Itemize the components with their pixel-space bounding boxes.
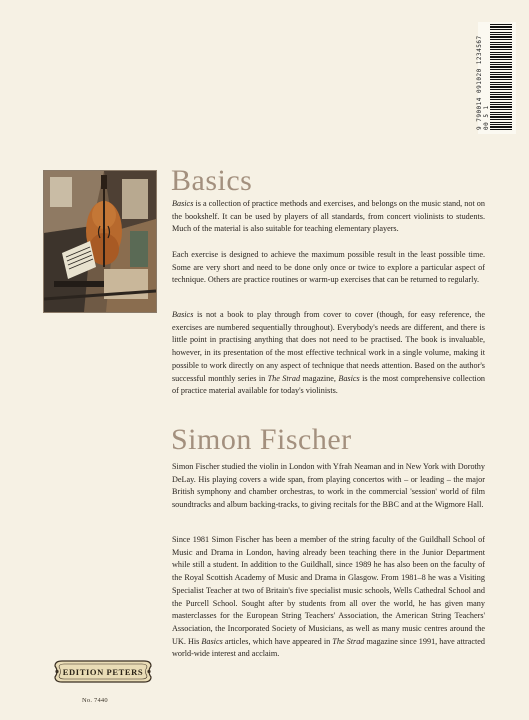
catalogue-number: No. 7440 — [82, 697, 108, 704]
basics-heading: Basics — [171, 164, 253, 197]
author-paragraph-1: Simon Fischer studied the violin in London with Yfrah Neaman and in New York with Dorothy DeLay. His playing covers a wide span, from playing concertos with – or leading – the major British symphony and chamber orchestras, to work in the commercial 'session' world of film soundtracks and album backing-tracks, to giving recitals for the BBC and at the Wigmore Hall. — [172, 462, 485, 510]
basics-paragraph-3: Basics is not a book to play through from cover to cover (though, for easy reference, the exercises are numbered sequentially throughout). Everybody's needs are different, and there is little point in practising anything that does not need to be practised. The book is invaluable, however, in its presentation of the most effective technical work in a single volume, making it possible to work directly on any aspect of technique that needs attention. Based on the author's successful monthly series in The Strad magazine, Basics is the most comprehensive collection of practice material available for today's violinists. — [172, 310, 486, 396]
author-heading: Simon Fischer — [171, 423, 352, 456]
basics-paragraph-1: Basics is a collection of practice methods and exercises, and belongs on the music stand, not on the bookshelf. It can be used by players of all standards, from concert violinists to students. Much of the material is also suitable for teaching elementary players. — [172, 199, 485, 234]
edition-peters-logo — [52, 658, 154, 685]
author-paragraph-2: Since 1981 Simon Fischer has been a member of the string faculty of the Guildhall School of Music and Drama in London, having already been teaching there in the Junior Department while still a student. In addition to the Guildhall, since 1989 he has also been on the faculty of the Royal Scottish Academy of Music and Drama in Glasgow. From 1981–8 he was a Visiting Specialist Teacher at two of Britain's five specialist music schools, Wells Cathedral School and the Purcell School. Sought after by students from all over the world, he has given many masterclasses for the European String Teachers' Association, the American String Teachers' Association, the Incorporated Society of Musicians, as well as many music centres around the UK. His Basics articles, which have appeared in The Strad magazine since 1991, have attracted world-wide interest and acclaim. — [172, 535, 485, 659]
cover-painting — [43, 170, 157, 313]
barcode — [478, 22, 516, 134]
barcode-digits: 9 790014 091020 1234567 00 5 1 — [476, 35, 490, 130]
edition-peters-logo-text: EDITION PETERS — [62, 666, 144, 677]
basics-paragraph-2: Each exercise is designed to achieve the maximum possible result in the least possible time. Some are very short and need to be done only once or twice to explore a particular aspect of technique. Others are practice routines or warm-up exercises that can be returned to regularly. — [172, 250, 485, 285]
barcode-bars — [490, 24, 512, 132]
